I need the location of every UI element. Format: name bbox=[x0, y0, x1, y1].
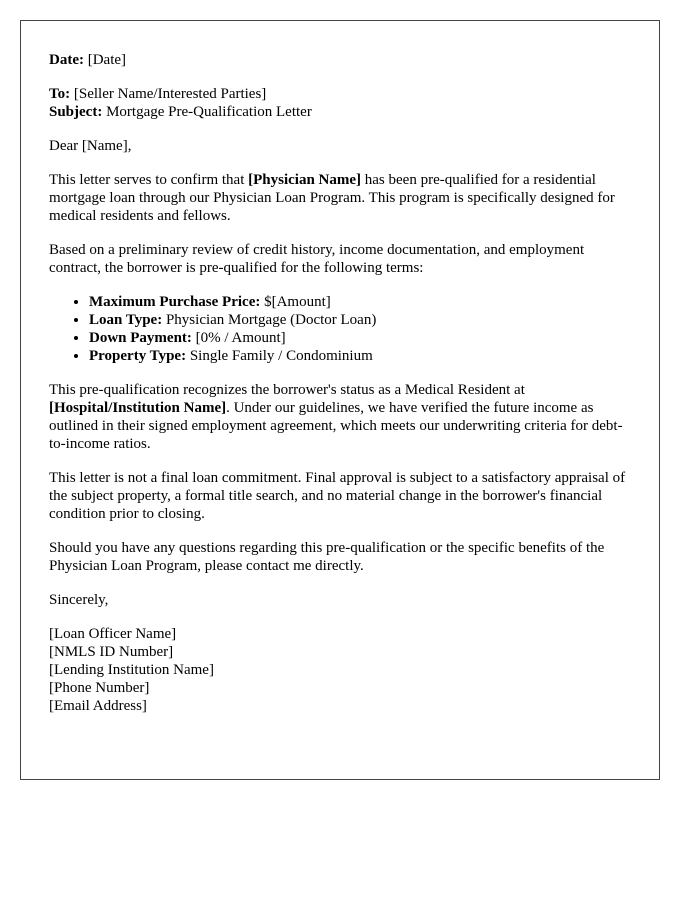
term-item-down-payment bbox=[89, 329, 631, 347]
term-label: Down Payment: bbox=[89, 330, 192, 346]
paragraph-review: Based on a preliminary review of credit history, income documentation, and employment contract, the borrower is pre-qualified for the following terms: bbox=[49, 242, 585, 276]
signature-line-institution: [Lending Institution Name] bbox=[49, 662, 214, 678]
closing: Sincerely, bbox=[49, 592, 109, 608]
signature-line-phone: [Phone Number] bbox=[49, 680, 150, 696]
subject-label: Subject: bbox=[49, 104, 103, 120]
paragraph-contact: Should you have any questions regarding this pre-qualification or the specific benefits of the Physician Loan Program, please contact me directly. bbox=[49, 540, 605, 574]
term-item-property-type bbox=[89, 347, 631, 365]
term-value: $[Amount] bbox=[264, 294, 331, 310]
term-value: Single Family / Condominium bbox=[189, 348, 373, 364]
term-label: Maximum Purchase Price: bbox=[89, 294, 261, 310]
signature-block bbox=[49, 625, 631, 715]
paragraph-recognition-start: This pre-qualification recognizes the borrower's status as a Medical Resident at bbox=[49, 382, 525, 398]
paragraph-disclaimer: This letter is not a final loan commitment. Final approval is subject to a satisfactory appraisal of the subject property, a formal title search, and no material change in the borrower's financial condition prior to closing. bbox=[49, 470, 626, 522]
subject-value: Mortgage Pre-Qualification Letter bbox=[106, 104, 312, 120]
paragraph-confirmation-end: has been pre-qualified for a residential mortgage loan through our Physician Loan Program. This program is specifically designed for medical residents and fellows. bbox=[49, 172, 615, 224]
salutation: Dear [Name], bbox=[49, 138, 132, 154]
to-label: To: bbox=[49, 86, 71, 102]
physician-name-placeholder: [Physician Name] bbox=[248, 172, 362, 188]
date-value: [Date] bbox=[87, 52, 127, 68]
term-value: Physician Mortgage (Doctor Loan) bbox=[165, 312, 377, 328]
signature-line-officer: [Loan Officer Name] bbox=[49, 626, 177, 642]
signature-line-email: [Email Address] bbox=[49, 698, 147, 714]
paragraph-confirmation bbox=[49, 171, 631, 225]
term-label: Property Type: bbox=[89, 348, 187, 364]
subject-line bbox=[49, 103, 631, 121]
term-item-purchase-price bbox=[89, 293, 631, 311]
term-value: [0% / Amount] bbox=[195, 330, 286, 346]
to-value: [Seller Name/Interested Parties] bbox=[73, 86, 267, 102]
paragraph-confirmation-start: This letter serves to confirm that bbox=[49, 172, 249, 188]
letter-page bbox=[20, 20, 660, 780]
signature-line-nmls: [NMLS ID Number] bbox=[49, 644, 174, 660]
hospital-name-placeholder: [Hospital/Institution Name] bbox=[49, 400, 227, 416]
paragraph-recognition bbox=[49, 381, 631, 453]
to-line bbox=[49, 85, 631, 103]
paragraph-recognition-end: . Under our guidelines, we have verified the future income as outlined in their signed employment agreement, which meets our underwriting criteria for debt-to-income ratios. bbox=[49, 400, 623, 452]
term-item-loan-type bbox=[89, 311, 631, 329]
date-line bbox=[49, 51, 631, 69]
term-label: Loan Type: bbox=[89, 312, 163, 328]
terms-list bbox=[49, 293, 631, 365]
date-label: Date: bbox=[49, 52, 84, 68]
